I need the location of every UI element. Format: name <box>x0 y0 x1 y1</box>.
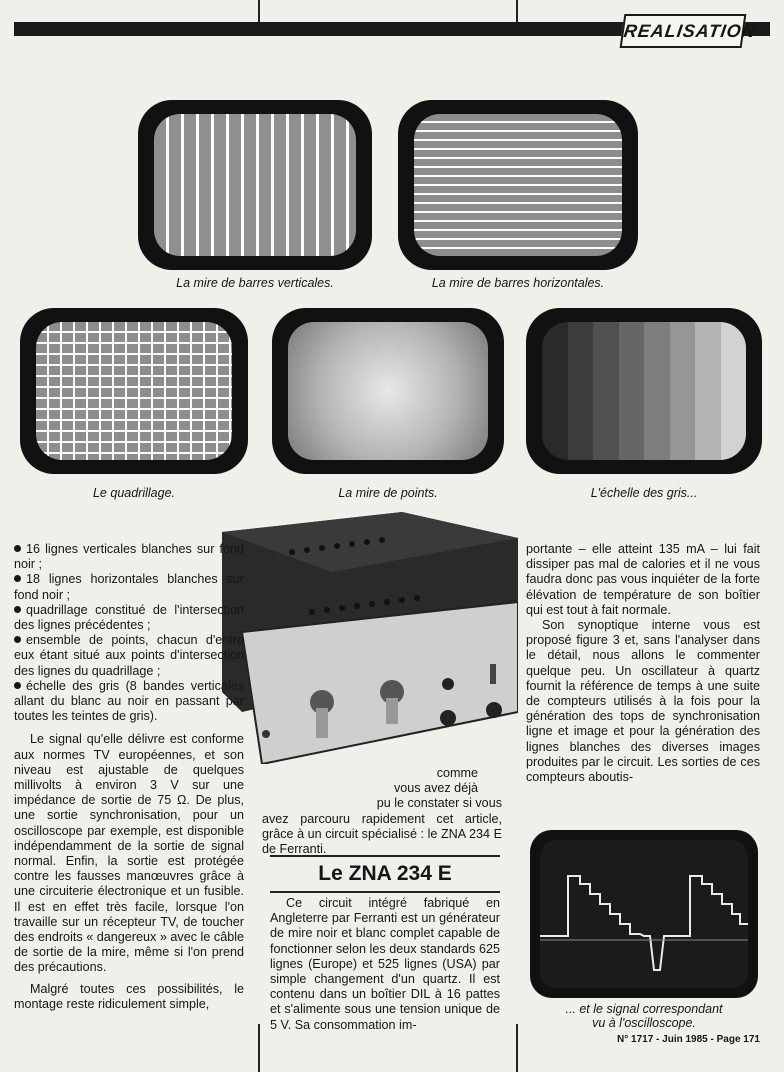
list-item: 16 lignes verticales blanches sur fond noir ; <box>14 542 244 572</box>
body-paragraph: Ce circuit intégré fabriqué en Angleterre par Ferranti est un générateur de mire noir et blanc complet capable de fonctionner selon les deux standards 625 lignes (Europe) et 525 lignes (USA) par simple changement d'un quartz. Il est contenu dans un boîtier DIL à 16 pattes et s'alimente sous une tension unique de 5 V. Sa consommation im- <box>270 896 500 1032</box>
bullet-list <box>14 542 244 724</box>
caption-oscilloscope-2: vu à l'oscilloscope. <box>592 1016 696 1030</box>
list-item: échelle des gris (8 bandes verticales allant du blanc au noir en passant par toutes les teintes de gris). <box>14 678 244 724</box>
caption-vertical-bars: La mire de barres verticales. <box>176 276 334 290</box>
caption-points: La mire de points. <box>338 486 438 500</box>
device-photo <box>222 512 518 764</box>
caption-grid: Le quadrillage. <box>92 486 175 500</box>
lead-line: avez parcouru rapidement cet article, grâce à un circuit spécialisé : le ZNA 234 E de Ferranti. <box>262 811 502 857</box>
body-paragraph: Malgré toutes ces possibilités, le montage reste ridiculement simple, <box>14 981 244 1011</box>
section-badge: REALISATION <box>620 14 747 48</box>
tv-vertical-bars <box>138 100 372 270</box>
tv-horizontal-bars <box>398 100 638 270</box>
middle-column <box>270 896 500 1033</box>
list-item: ensemble de points, chacun d'entre eux étant situé aux points d'intersection des lignes du quadrillage ; <box>14 633 244 678</box>
grid-screen <box>36 322 232 460</box>
section-heading: Le ZNA 234 E <box>270 855 500 893</box>
column-rule <box>258 0 260 22</box>
middle-lead <box>262 766 502 857</box>
column-rule <box>516 1024 518 1072</box>
tv-gray-scale <box>526 308 762 474</box>
caption-gray-scale: L'échelle des gris... <box>590 486 698 500</box>
right-column <box>526 542 760 785</box>
body-paragraph: Son synoptique interne vous est proposé figure 3 et, sans l'analyser dans le détail, nous allons le commenter quelque peu. Un oscillateur à quartz fournit la référence de temps à une suite de compteurs utilisés à la fois pour la génération des tops de synchronisation ligne et image et pour la génération des lignes blanches des diverses images produites par le circuit. Les sorties de ces compteurs aboutis- <box>526 618 760 785</box>
lead-line: pu le constater si vous <box>376 796 502 811</box>
lead-line: vous avez déjà <box>393 781 478 796</box>
body-paragraph: portante – elle atteint 135 mA – lui fait dissiper pas mal de calories et il ne vous faudra donc pas vous inquiéter de la forte élévation de température de son boîtier qui est tout à fait normale. <box>526 542 760 617</box>
list-item: 18 lignes horizontales blanches sur fond noir ; <box>14 572 244 602</box>
lead-line: comme <box>436 766 478 780</box>
page-footer: N° 1717 - Juin 1985 - Page 171 <box>617 1034 760 1045</box>
list-item: quadrillage constitué de l'intersection des lignes précédentes ; <box>14 602 244 633</box>
vertical-bars-screen <box>154 114 356 256</box>
tv-grid <box>20 308 248 474</box>
column-rule <box>258 1024 260 1072</box>
points-screen <box>288 322 488 460</box>
column-rule <box>516 0 518 22</box>
body-paragraph: Le signal qu'elle délivre est conforme aux normes TV européennes, et son niveau est ajustable de quelques millivolts à environ 3 V sur une impédance de sortie de 75 Ω. De plus, une sortie synchronisation, pour un oscilloscope par exemple, est disponible indépendamment de la sortie de signal normal. Enfin, la sortie est protégée contre les fausses manœuvres grâce à une circuiterie électronique et un fusible. Il est en effet très facile, lorsque l'on travaille sur un récepteur TV, de toucher des endroits « dangereux » avec le câble de sortie de la mire, même si l'on prend des précautions. <box>14 732 244 975</box>
tv-points <box>272 308 504 474</box>
gray-scale-screen <box>542 322 746 460</box>
caption-oscilloscope-1: ... et le signal correspondant <box>565 1002 723 1016</box>
horizontal-bars-screen <box>414 114 622 256</box>
waveform-trace <box>540 840 748 988</box>
oscilloscope-photo <box>530 830 758 998</box>
left-column <box>14 542 244 1012</box>
caption-horizontal-bars: La mire de barres horizontales. <box>431 276 605 290</box>
